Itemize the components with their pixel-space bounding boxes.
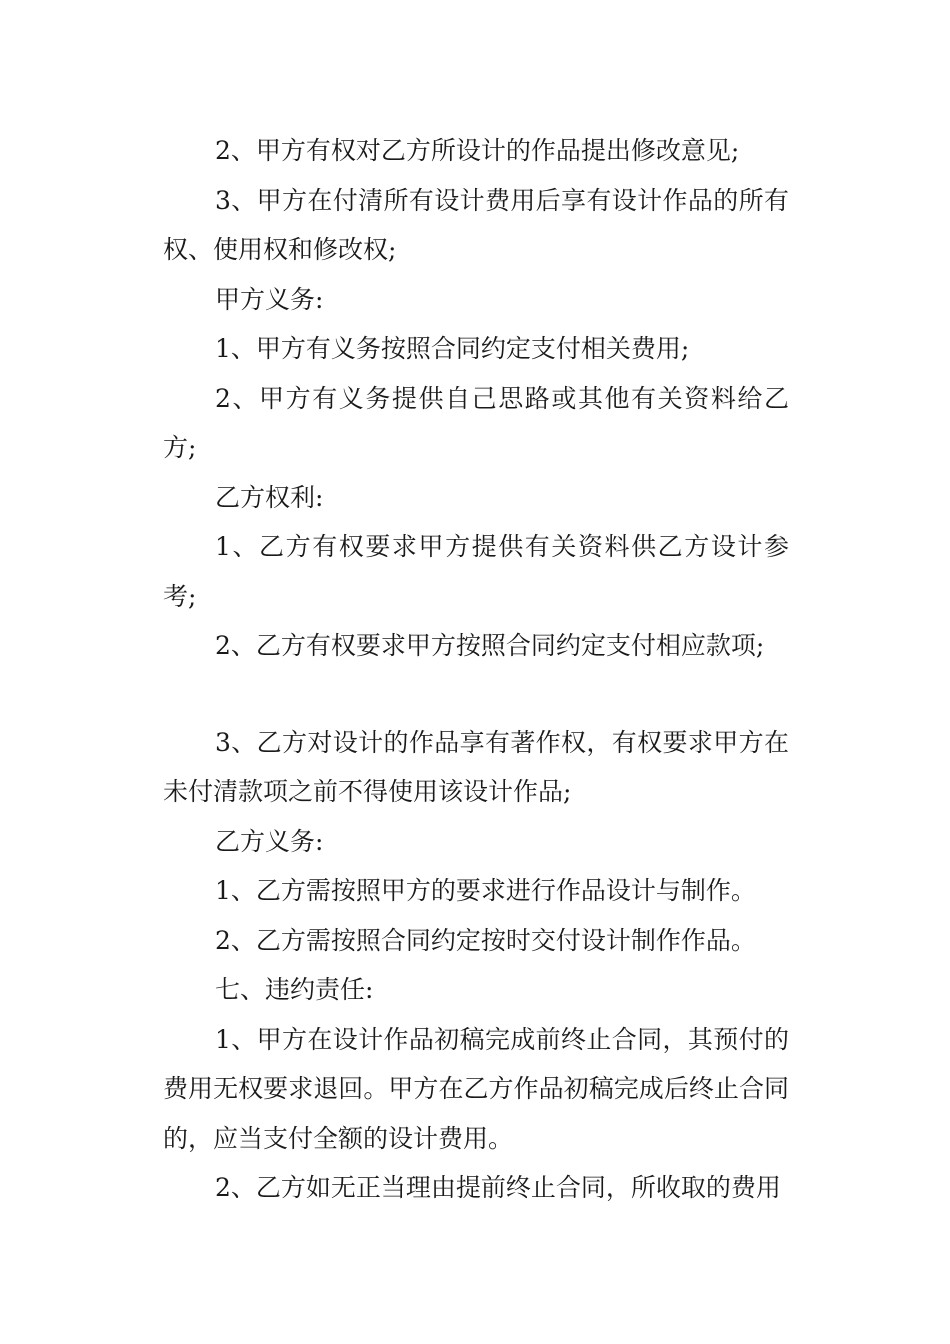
paragraph: 1、乙方有权要求甲方提供有关资料供乙方设计参考; xyxy=(163,532,789,611)
paragraph: 2、甲方有权对乙方所设计的作品提出修改意见; xyxy=(215,136,740,165)
paragraph: 2、乙方需按照合同约定按时交付设计制作作品。 xyxy=(215,925,756,955)
section-heading: 七、违约责任: xyxy=(215,975,374,1004)
paragraph: 2、甲方有义务提供自己思路或其他有关资料给乙方; xyxy=(163,383,789,462)
section-heading: 乙方义务: xyxy=(215,826,324,856)
paragraph: 1、甲方在设计作品初稿完成前终止合同，其预付的费用无权要求退回。甲方在乙方作品初稿完成后终止合同的，应当支付全额的设计费用。 xyxy=(163,1024,789,1153)
paragraph: 3、甲方在付清所有设计费用后享有设计作品的所有权、使用权和修改权; xyxy=(163,185,789,264)
paragraph: 2、乙方有权要求甲方按照合同约定支付相应款项; xyxy=(215,631,765,660)
section-heading: 甲方义务: xyxy=(215,284,324,314)
section-heading: 乙方权利: xyxy=(215,482,324,512)
paragraph: 2、乙方如无正当理由提前终止合同，所收取的费用 xyxy=(215,1173,781,1202)
document-body xyxy=(163,126,789,1213)
paragraph-gap xyxy=(163,671,789,718)
paragraph: 1、乙方需按照甲方的要求进行作品设计与制作。 xyxy=(215,876,756,905)
paragraph: 1、甲方有义务按照合同约定支付相关费用; xyxy=(215,334,690,363)
paragraph: 3、乙方对设计的作品享有著作权，有权要求甲方在未付清款项之前不得使用该设计作品; xyxy=(163,727,789,806)
